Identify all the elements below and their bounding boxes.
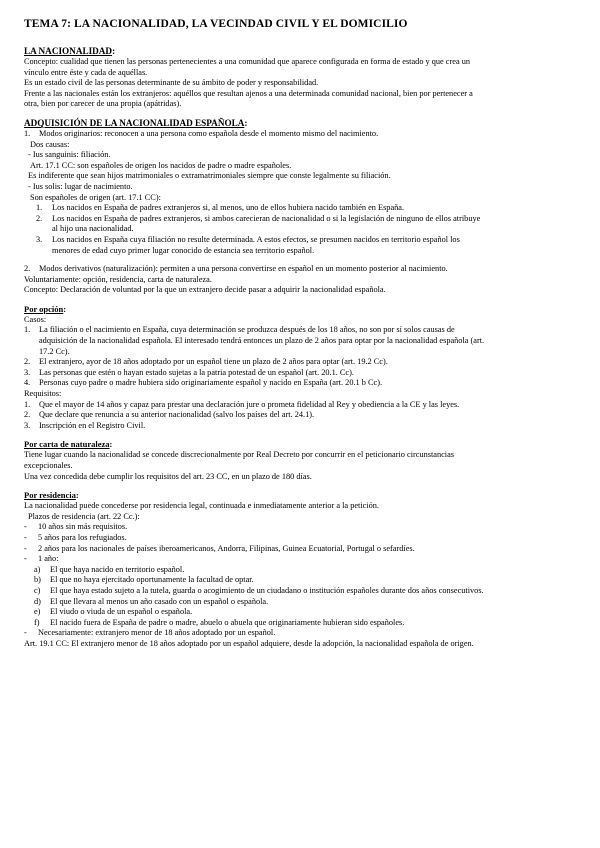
heading-colon: : [63,303,67,314]
section-adquisicion [24,118,580,296]
list-item: 4. Personas cuyo padre o madre hubiera sido originariamente español y nacido en España (art. 20.1 b Cc). [24,378,383,388]
list-item: b) El que no haya ejercitado oportunamente la facultad de optar. [34,575,254,585]
paragraph: otra, bien por carecer de una propia (apátridas). [24,99,182,109]
list-item: d) El que llevara al menos un año casado con un español o española. [34,596,269,606]
paragraph: Concepto: Declaración de voluntad por la que un extranjero decide pasar a adquirir la nacionalidad española. [24,285,386,295]
paragraph: Concepto: cualidad que tienen las personas pertenecientes a una comunidad que aparece configurada en forma de estado y que crea un [24,57,470,66]
heading-colon: : [244,117,248,128]
heading-colon: : [75,490,79,501]
section-nacionalidad [24,46,580,110]
paragraph: Dos causas: [30,139,70,149]
list-item: a) El que haya nacido en territorio español. [34,564,185,574]
heading-colon: : [109,439,113,450]
list-item: e) El viudo o viuda de un español o española. [34,607,193,617]
paragraph: vínculo entre éste y cada de aquéllas. [24,67,148,77]
section-heading: Por opción: [24,303,67,314]
list-item: 1. Modos originarios: reconocen a una persona como española desde el momento mismo del nacimiento. [24,128,379,138]
paragraph: Art. 19.1 CC: El extranjero menor de 18 años adoptado por un español adquiere, desde la adopción, la nacionalidad española de origen. [24,638,474,648]
list-item: 1. Que el mayor de 14 años y capaz para prestar una declaración jure o prometa fidelidad al Rey y obediencia a la CE y las leyes. [24,399,460,409]
section-heading: ADQUISICIÓN DE LA NACIONALIDAD ESPAÑOLA: [24,117,248,128]
section-carta [24,439,580,482]
paragraph: Tiene lugar cuando la nacionalidad se concede discrecionalmente por Real Decreto por concurrir en el peticionario circunstancias [24,450,455,460]
paragraph: Son españoles de origen (art. 17.1 CC): [30,192,161,202]
list-item: - 5 años para los refugiados. [24,532,127,542]
list-item: 2. Que declare que renuncia a su anterior nacionalidad (salvo los países del art. 24.1). [24,410,315,420]
paragraph: La nacionalidad puede concederse por residencia legal, continuada e inmediatamente anterior a la petición. [24,501,379,511]
paragraph: - Ius solis: lugar de nacimiento. [28,181,133,191]
section-heading: Por carta de naturaleza: [24,439,113,450]
list-item: 2. Los nacidos en España de padres extranjeros, si ambos carecieran de nacionalidad o si la legislación de ninguno de ellos atribuye al hijo una nacionalidad. [36,213,481,234]
list-item: f) El nacido fuera de España de padre o madre, abuelo o abuela que originariamente hubieran sido españoles. [34,617,405,627]
list-item: - Necesariamente: extranjero menor de 18 años adoptado por un español. [24,628,276,638]
list-item: 2. Modos derivativos (naturalización): permiten a una persona convertirse en español en un momento posterior al nacimiento. [24,264,448,274]
page-title: TEMA 7: LA NACIONALIDAD, LA VECINDAD CIVIL Y EL DOMICILIO [24,18,408,30]
list-item: 2. El extranjero, ayor de 18 años adoptado por un español tiene un plazo de 2 años para optar (art. 19.2 Cc). [24,357,388,367]
list-item: - 2 años para los nacionales de países iberoamericanos, Andorra, Filipinas, Guinea Ecuatorial, Portugal o sefardíes. [24,543,415,553]
paragraph: Requisitos: [24,389,62,399]
section-residencia [24,490,580,649]
paragraph: Es indiferente que sean hijos matrimoniales o extramatrimoniales siempre que conste legalmente su filiación. [28,171,391,181]
section-heading: Por residencia: [24,490,79,501]
list-item: 3. Inscripción en el Registro Civil. [24,420,146,430]
paragraph: - Ius sanguinis: filiación. [28,150,111,160]
paragraph: excepcionales. [24,461,73,470]
list-item: - 1 año: [24,554,59,564]
list-item: 3. Los nacidos en España cuya filiación no resulte determinada. A estos efectos, se presumen nacidos en territorio español los menores de edad cuyo primer lugar conocido de estancia sea territorio español. [36,234,460,255]
heading-colon: : [112,46,116,56]
list-item: c) El que haya estado sujeto a la tutela, guarda o acogimiento de un ciudadano o institución españoles durante dos años consecutivos. [34,585,484,595]
paragraph: Frente a las nacionales están los extranjeros: aquéllos que resultan ajenos a una determinada comunidad nacional, bien por pertenecer a [24,88,473,98]
list-item: 3. Las personas que estén o hayan estado sujetas a la patria potestad de un español (art. 20.1. Cc). [24,367,354,377]
section-heading: LA NACIONALIDAD: [24,46,116,56]
list-item: 1. La filiación o el nacimiento en España, cuya determinación se produzca después de los 18 años, no son por sí solos causas de adquisición de la nacionalidad española. El interesado tendrá entonces un plazo de 2 años para optar por la nacionalidad española (art. 17.2 Cc). [24,325,485,356]
paragraph: Casos: [24,314,47,324]
section-opcion [24,304,580,432]
list-item: - 10 años sin más requisitos. [24,522,128,532]
list-item: 1. Los nacidos en España de padres extranjeros si, al menos, uno de ellos hubiera nacido también en España. [36,203,405,213]
paragraph: Voluntariamente: opción, residencia, carta de naturaleza. [24,274,212,284]
paragraph: Es un estado civil de las personas determinante de su ámbito de poder y responsabilidad. [24,78,319,88]
paragraph: Art. 17.1 CC: son españoles de origen los nacidos de padre o madre españoles. [30,160,292,170]
paragraph: Plazos de residencia (art. 22 Cc.): [28,511,140,521]
paragraph: Una vez concedida debe cumplir los requisitos del art. 23 CC, en un plazo de 180 días. [24,471,312,481]
